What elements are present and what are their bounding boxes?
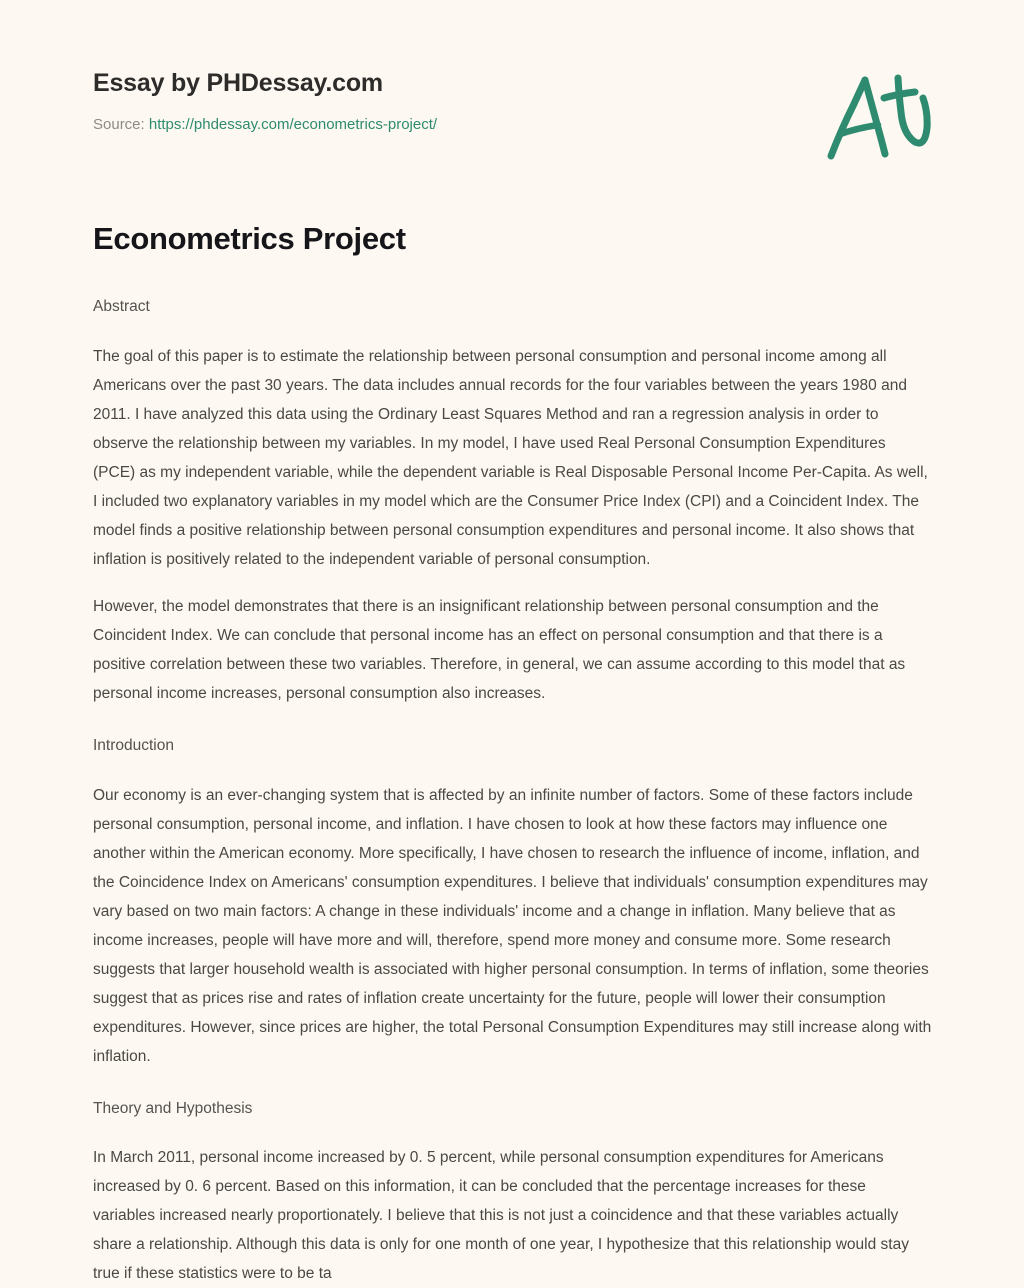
spacer — [93, 708, 932, 735]
spacer — [93, 757, 932, 781]
section-heading-abstract: Abstract — [93, 298, 150, 316]
article-body — [0, 220, 1024, 1288]
aplus-logo-icon — [822, 68, 932, 163]
brand-title: Essay by PHDessay.com — [93, 69, 383, 97]
source-label: Source: — [93, 115, 145, 133]
source-line — [93, 115, 944, 135]
spacer — [93, 1119, 932, 1143]
paragraph: In March 2011, personal income increased by 0. 5 percent, while personal consumption expenditures for Americans increased by 0. 6 percent. Based on this information, it can be concluded that the percentage increases for these variables increased nearly proportionately. I believe that this is not just a coincidence and that these variables actually share a relationship. Although this data is only for one month of one year, I hypothesize that this relationship would stay true if these statistics were to be ta — [93, 1149, 909, 1283]
source-url-link[interactable]: https://phdessay.com/econometrics-project/ — [148, 115, 438, 133]
spacer — [93, 257, 932, 296]
page-title: Econometrics Project — [93, 221, 406, 256]
page-header — [0, 0, 1024, 160]
section-heading-theory-and-hypothesis: Theory and Hypothesis — [93, 1099, 253, 1117]
paragraph: The goal of this paper is to estimate the relationship between personal consumption and personal income among all Americans over the past 30 years. The data includes annual records for the four variables between the years 1980 and 2011. I have analyzed this data using the Ordinary Least Squares Method and ran a regression analysis in order to observe the relationship between my variables. In my model, I have used Real Personal Consumption Expenditures (PCE) as my independent variable, while the dependent variable is Real Disposable Personal Income Per-Capita. As well, I included two explanatory variables in my model which are the Consumer Price Index (CPI) and a Coincident Index. The model finds a positive relationship between personal consumption expenditures and personal income. It also shows that inflation is positively related to the independent variable of personal consumption. — [93, 347, 928, 568]
spacer — [93, 1071, 932, 1098]
paragraph: Our economy is an ever-changing system that is affected by an infinite number of factors. Some of these factors include personal consumption, personal income, and inflation. I have chosen to look at how these factors may influence one another within the American economy. More specifically, I have chosen to research the influence of income, inflation, and the Coincidence Index on Americans' consumption expenditures. I believe that individuals' consumption expenditures may vary based on two main factors: A change in these individuals' income and a change in inflation. Many believe that as income increases, people will have more and will, therefore, spend more money and consume more. Some research suggests that larger household wealth is associated with higher personal consumption. In terms of inflation, some theories suggest that as prices rise and rates of inflation create uncertainty for the future, people will lower their consumption expenditures. However, since prices are higher, the total Personal Consumption Expenditures may still increase along with inflation. — [93, 786, 932, 1065]
paragraph: However, the model demonstrates that there is an insignificant relationship between personal consumption and the Coincident Index. We can conclude that personal income has an effect on personal consumption and that there is a positive correlation between these two variables. Therefore, in general, we can assume according to this model that as personal income increases, personal consumption also increases. — [93, 597, 906, 702]
section-heading-introduction: Introduction — [93, 736, 174, 754]
spacer — [93, 318, 932, 342]
spacer — [93, 574, 932, 592]
